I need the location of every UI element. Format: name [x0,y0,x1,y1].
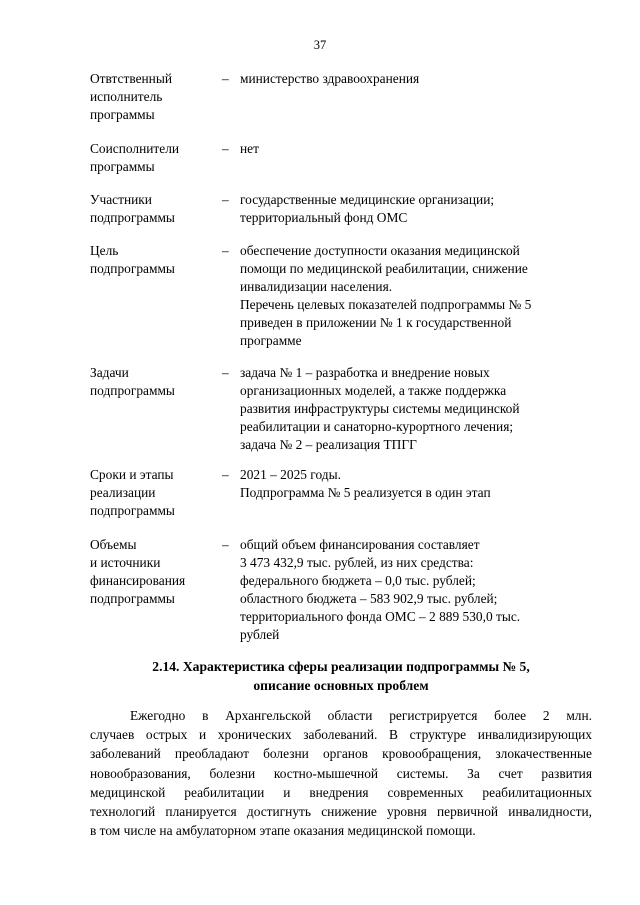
row-value: общий объем финансирования составляет 3 473 432,9 тыс. рублей, из них средства: федерального бюджета – 0,0 тыс. рублей; областного бюджета – 583 902,9 тыс. рублей; территориального фонда ОМС – 2 889 530,0 тыс. рублей [240,537,521,642]
row-label: Сроки и этапы реализации подпрограммы [90,467,175,518]
row-dash: – [222,192,229,207]
row-value: государственные медицинские организации; территориальный фонд ОМС [240,192,495,225]
row-label: Отвтственный исполнитель программы [90,71,173,122]
row-value: задача № 1 – разработка и внедрение новых организационных моделей, а также поддержка развития инфраструктуры системы медицинской реабилитации и санаторно-курортного лечения; задача № 2 – реализация ТПГГ [240,365,520,452]
row-label: Объемы и источники финансирования подпрограммы [90,537,186,606]
row-dash: – [222,467,229,482]
row-value: обеспечение доступности оказания медицинской помощи по медицинской реабилитации, снижение инвалидизации населения. Перечень целевых показателей подпрограммы № 5 приведен в приложении № 1 к государственной программе [240,243,532,348]
row-dash: – [222,365,229,380]
row-value: нет [240,141,259,156]
section-heading: 2.14. Характеристика сферы реализации подпрограммы № 5, описание основных проблем [152,659,530,693]
row-value: 2021 – 2025 годы. Подпрограмма № 5 реализуется в один этап [240,467,491,500]
row-dash: – [222,141,229,156]
row-label: Задачи подпрограммы [90,365,175,398]
row-label: Цель подпрограммы [90,243,175,276]
row-label: Соисполнители программы [90,141,180,174]
body-paragraph: Ежегодно в Архангельской области регистрируется более 2 млн. случаев острых и хронических заболеваний. В структуре инвалидизирующих заболеваний преобладают болезни органов кровообращения, злокачественные новообразования, болезни костно-мышечной системы. За счет развития медицинской реабилитации и внедрения современных реабилитационных технологий планируется достигнуть снижение уровня первичной инвалидности, в том числе на амбулаторном этапе оказания медицинской помощи. [90,708,592,839]
page-number: 37 [313,38,327,52]
row-label: Участники подпрограммы [90,192,175,225]
row-value: министерство здравоохранения [240,71,420,86]
row-dash: – [222,537,229,552]
row-dash: – [222,243,229,258]
row-dash: – [222,71,229,86]
